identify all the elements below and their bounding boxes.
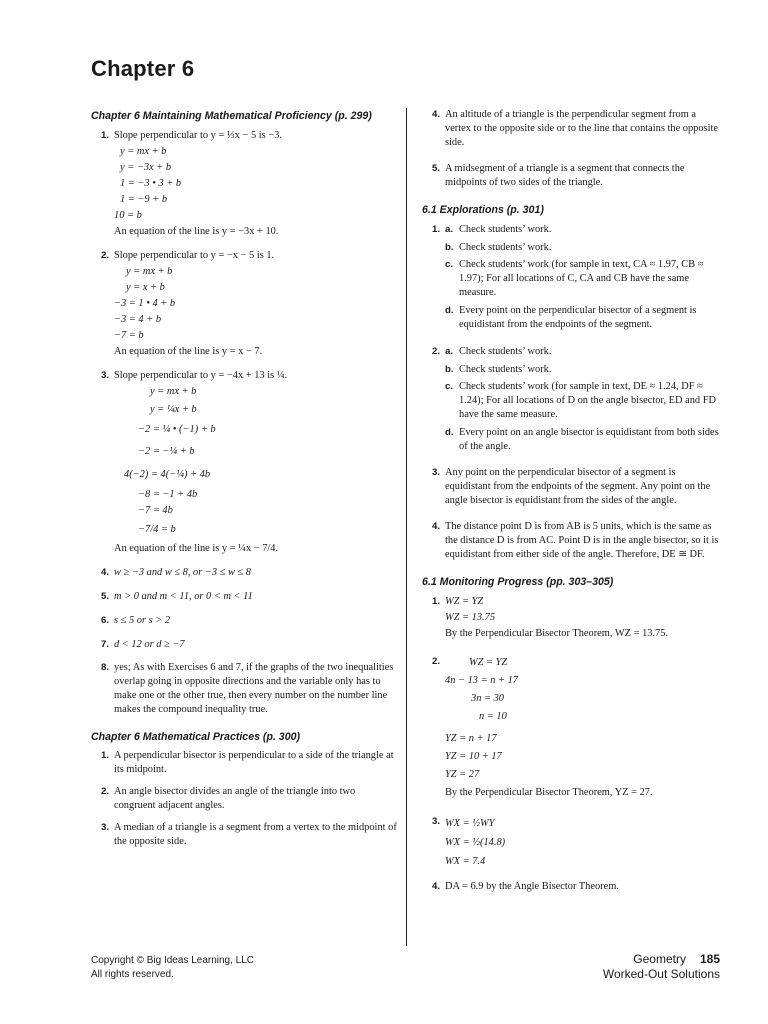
footer-copyright <box>91 954 254 982</box>
exercise-1 <box>91 128 397 240</box>
exercise-answer: A perpendicular bisector is perpendicular to a side of the triangle at its midpoint. <box>114 750 394 775</box>
equation-line: WX = 7.4 <box>445 856 486 867</box>
subpart-label: c. <box>445 381 454 392</box>
equation-line: y = −3x + b <box>120 162 172 173</box>
equation-line: WZ = YZ <box>469 657 508 668</box>
exercise-number: 1. <box>432 596 441 607</box>
exercise-answer: DA = 6.9 by the Angle Bisector Theorem. <box>445 881 619 892</box>
exercise-number: 3. <box>432 467 441 478</box>
equation-line: y = mx + b <box>126 266 173 277</box>
exercise-7 <box>91 637 397 653</box>
page-title: Chapter 6 <box>91 56 195 81</box>
equation-line: 3n = 30 <box>471 693 504 704</box>
subpart-b <box>445 240 720 256</box>
equation-line: −2 = ¼ • (−1) + b <box>138 424 216 435</box>
equation-line: YZ = 10 + 17 <box>445 751 502 762</box>
section-heading: Chapter 6 Maintaining Mathematical Proficiency (p. 299) <box>91 110 372 122</box>
exercise-number: 4. <box>101 567 110 578</box>
exercise-answer: s ≤ 5 or s > 2 <box>114 615 171 626</box>
book-subtitle: Worked-Out Solutions <box>602 967 720 981</box>
equation-line: YZ = n + 17 <box>445 733 497 744</box>
subpart-label: a. <box>445 346 454 357</box>
exercise-answer: The distance point D is from AB is 5 units, which is the same as the distance D is from AC. Point D is in the angle bisector, so it is equidistant from either side of the angle. Therefore, DE ≅ DF. <box>445 521 719 560</box>
equation-line: 4n − 13 = n + 17 <box>445 675 518 686</box>
practice-5 <box>422 162 720 190</box>
equation-line: y = x + b <box>126 282 165 293</box>
exercise-number: 4. <box>432 881 441 892</box>
exercise-answer: yes; As with Exercises 6 and 7, if the graphs of the two inequalities overlap going in opposite directions and the variable only has to make one or the other true, then every number on the number line makes the compound inequality true. <box>114 662 394 715</box>
equation-line: y = mx + b <box>150 386 197 397</box>
exercise-conclusion: By the Perpendicular Bisector Theorem, WZ = 13.75. <box>445 628 669 639</box>
exploration-1 <box>422 222 720 332</box>
left-column <box>91 108 397 849</box>
equation-line: n = 10 <box>479 711 507 722</box>
equation-line: y = ¼x + b <box>150 404 197 415</box>
equation-line: 1 = −3 • 3 + b <box>120 178 182 189</box>
copyright-text: Copyright © Big Ideas Learning, LLC <box>91 955 255 966</box>
equation-line: YZ = 27 <box>445 769 480 780</box>
right-column <box>422 108 720 895</box>
exercise-intro: Slope perpendicular to y = −x − 5 is 1. <box>114 250 275 261</box>
subpart-c <box>445 258 720 300</box>
subpart-label: b. <box>445 364 454 375</box>
exercise-answer: A median of a triangle is a segment from a vertex to the midpoint of the opposite side. <box>114 822 397 847</box>
exercise-answer: m > 0 and m < 11, or 0 < m < 11 <box>114 591 253 602</box>
subpart-b <box>445 362 720 378</box>
equation-line: WZ = YZ <box>445 596 484 607</box>
exercise-number: 2. <box>432 346 441 357</box>
exercise-intro: Slope perpendicular to y = ⅓x − 5 is −3. <box>114 130 282 141</box>
exercise-number: 5. <box>432 163 441 174</box>
subpart-d <box>445 304 720 332</box>
equation-line: −3 = 1 • 4 + b <box>114 298 176 309</box>
subpart-label: d. <box>445 427 454 438</box>
section-heading: 6.1 Monitoring Progress (pp. 303–305) <box>422 576 614 588</box>
exercise-2 <box>91 248 397 360</box>
equation-line: −7 = b <box>114 330 144 341</box>
exercise-number: 5. <box>101 591 110 602</box>
practice-3 <box>91 821 397 849</box>
subpart-c <box>445 380 720 422</box>
equation-line: WX = ½WY <box>445 818 495 829</box>
practice-1 <box>91 749 397 777</box>
subpart-text: Check students’ work (for sample in text, DE ≈ 1.24, DF ≈ 1.24); For all locations of D on the angle bisector, ED and FD have the same measure. <box>459 381 716 420</box>
exercise-number: 1. <box>101 130 110 141</box>
monitoring-3 <box>422 814 720 871</box>
exercise-number: 1. <box>432 224 441 235</box>
subpart-label: b. <box>445 242 454 253</box>
equation-line: WZ = 13.75 <box>445 612 496 623</box>
footer-book-info <box>540 952 720 982</box>
exercise-conclusion: An equation of the line is y = −3x + 10. <box>114 226 279 237</box>
subpart-label: c. <box>445 259 454 270</box>
exercise-number: 2. <box>101 250 110 261</box>
exercise-answer: An altitude of a triangle is the perpendicular segment from a vertex to the opposite side or to the line that contains the opposite side. <box>445 109 718 148</box>
section-heading: 6.1 Explorations (p. 301) <box>422 204 544 216</box>
subpart-text: Check students’ work. <box>459 224 552 235</box>
subpart-d <box>445 426 720 454</box>
equation-line: −8 = −1 + 4b <box>138 489 198 500</box>
equation-line: y = mx + b <box>120 146 167 157</box>
equation-line: 4(−2) = 4(−¼) + 4b <box>124 469 211 480</box>
monitoring-4 <box>422 879 720 895</box>
exercise-number: 6. <box>101 615 110 626</box>
monitoring-1 <box>422 594 720 642</box>
subpart-a <box>445 222 720 238</box>
exercise-number: 7. <box>101 639 110 650</box>
monitoring-2 <box>422 654 720 802</box>
practice-2 <box>91 785 397 813</box>
page-number: 185 <box>699 952 720 966</box>
subpart-text: Every point on an angle bisector is equidistant from both sides of the angle. <box>459 427 719 452</box>
practice-4 <box>422 108 720 150</box>
rights-text: All rights reserved. <box>91 969 174 980</box>
subpart-text: Every point on the perpendicular bisector of a segment is equidistant from the endpoints of the segment. <box>459 305 697 330</box>
subpart-label: a. <box>445 224 454 235</box>
exploration-2 <box>422 344 720 454</box>
exercise-6 <box>91 613 397 629</box>
column-divider <box>406 108 407 946</box>
exercise-answer: d < 12 or d ≥ −7 <box>114 639 185 650</box>
exploration-4 <box>422 520 720 562</box>
equation-line: −7/4 = b <box>138 524 176 535</box>
equation-line: 1 = −9 + b <box>120 194 168 205</box>
exercise-number: 2. <box>432 656 441 667</box>
exercise-conclusion: An equation of the line is y = x − 7. <box>114 346 263 357</box>
exercise-number: 1. <box>101 750 110 761</box>
subpart-a <box>445 344 720 360</box>
exercise-number: 4. <box>432 109 441 120</box>
exercise-number: 4. <box>432 521 441 532</box>
equation-line: WX = ½(14.8) <box>445 837 506 848</box>
subpart-text: Check students’ work (for sample in text, CA ≈ 1.97, CB ≈ 1.97); For all locations of C, CA and CB have the same measure. <box>459 259 704 298</box>
exercise-number: 8. <box>101 662 110 673</box>
subpart-text: Check students’ work. <box>459 242 552 253</box>
exercise-answer: An angle bisector divides an angle of the triangle into two congruent adjacent angles. <box>114 786 356 811</box>
exercise-3 <box>91 368 397 557</box>
exercise-number: 3. <box>101 370 110 381</box>
exercise-number: 3. <box>432 816 441 827</box>
subpart-text: Check students’ work. <box>459 364 552 375</box>
exercise-8 <box>91 661 397 717</box>
exercise-answer: w ≥ −3 and w ≤ 8, or −3 ≤ w ≤ 8 <box>114 567 252 578</box>
exercise-intro: Slope perpendicular to y = −4x + 13 is ¼. <box>114 370 288 381</box>
subpart-text: Check students’ work. <box>459 346 552 357</box>
exercise-number: 3. <box>101 822 110 833</box>
exercise-5 <box>91 589 397 605</box>
equation-line: −3 = 4 + b <box>114 314 162 325</box>
book-title: Geometry <box>633 952 686 966</box>
exercise-conclusion: An equation of the line is y = ¼x − 7/4. <box>114 543 279 554</box>
exercise-4 <box>91 565 397 581</box>
equation-line: −2 = −¼ + b <box>138 446 195 457</box>
section-heading: Chapter 6 Mathematical Practices (p. 300) <box>91 731 301 743</box>
equation-line: −7 = 4b <box>138 505 173 516</box>
exercise-answer: Any point on the perpendicular bisector of a segment is equidistant from the endpoints of the segment. Any point on the angle bisector is equidistant from the sides of the angle. <box>445 467 711 506</box>
exploration-3 <box>422 466 720 508</box>
exercise-conclusion: By the Perpendicular Bisector Theorem, YZ = 27. <box>445 787 653 798</box>
subpart-label: d. <box>445 305 454 316</box>
exercise-number: 2. <box>101 786 110 797</box>
equation-line: 10 = b <box>114 210 142 221</box>
exercise-answer: A midsegment of a triangle is a segment that connects the midpoints of two sides of the triangle. <box>445 163 685 188</box>
